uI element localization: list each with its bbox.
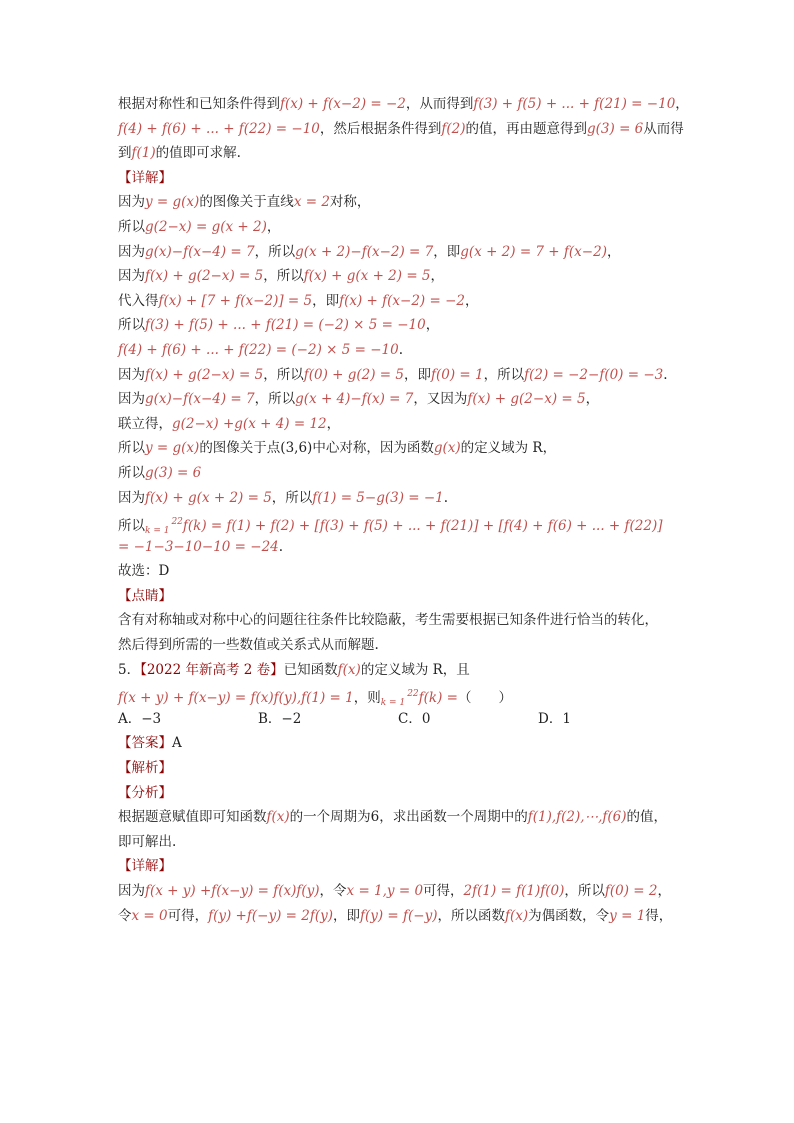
math-expression: f(2) = −2−f(0) = −3 (524, 366, 664, 383)
math-expression: f(x) + g(x + 2) = 5 (145, 489, 272, 506)
text-run: 含有对称轴或对称中心的问题往往条件比较隐蔽，考生需要根据已知条件进行恰当的转化， (118, 612, 658, 629)
text-line (118, 658, 688, 683)
math-expression: f(x) + g(2−x) = 5 (467, 391, 586, 408)
text-line (118, 190, 688, 215)
text-run: ，所以 (254, 243, 296, 260)
text-run: 所以 (118, 317, 145, 334)
text-run: ，即 (433, 243, 461, 260)
text-run: 得， (645, 907, 673, 924)
math-expression: f(x + y) + f(x−y) = f(x)f(y),f(1) = 1 (118, 690, 354, 707)
math-expression: y = g(x) (145, 194, 200, 211)
text-run: ，所以 (483, 366, 525, 383)
math-expression: f(x) + g(2−x) = 5 (145, 268, 264, 285)
section-tag: 【2022 年新高考 2 卷】 (140, 661, 284, 678)
text-run: . (398, 341, 403, 358)
math-expression: f(k) = (418, 690, 458, 707)
text-line (118, 879, 688, 904)
text-run: 代入得 (118, 292, 159, 309)
text-line (118, 559, 688, 584)
text-run: 因为 (118, 489, 145, 506)
math-expression: = −1−3−10−10 = −24 (118, 538, 279, 555)
option-item: A．−3 (118, 710, 162, 727)
text-line (118, 830, 688, 855)
text-run: ， (430, 268, 445, 285)
text-run: 因为 (118, 243, 145, 260)
text-line (118, 436, 688, 461)
math-expression: x = 1,y = 0 (346, 883, 424, 899)
math-expression: f(3) + f(5) + ... + f(21) = (−2) × 5 = −10 (145, 317, 426, 334)
math-expression: f(x) + f(x−2) = −2 (280, 96, 406, 112)
math-expression: f(0) = 2 (604, 883, 658, 899)
text-run: ，所以 (564, 883, 605, 899)
text-run: 即可解出. (118, 833, 177, 850)
math-expression: f(0) + g(2) = 5 (303, 366, 404, 383)
math-expression: g(3) = 6 (145, 464, 202, 481)
math-expression: f(x + y) +f(x−y) = f(x)f(y) (145, 883, 320, 899)
text-run: ，所以 (271, 489, 313, 506)
text-line (118, 215, 688, 240)
math-expression: f(x) + g(2−x) = 5 (145, 366, 264, 383)
text-run: 所以 (118, 518, 145, 535)
text-run: 然后得到所需的一些数值或关系式从而解题. (118, 637, 379, 654)
text-run: 令 (118, 907, 132, 924)
sum-lower-limit: k = 1 (380, 698, 406, 709)
text-run: 因为 (118, 194, 145, 211)
text-run: ， (425, 317, 440, 334)
text-run: ，则 (353, 690, 381, 707)
math-expression: f(x) (337, 661, 361, 678)
text-line (118, 805, 688, 830)
math-expression: f(3) + f(5) + ... + f(21) = −10 (473, 96, 676, 112)
text-run: 5． (118, 661, 141, 678)
math-expression: f(x) (505, 907, 529, 924)
section-tag: 【详解】 (118, 169, 172, 186)
section-tag: 【解析】 (118, 760, 172, 777)
text-line (118, 412, 688, 437)
text-run: ，即 (403, 366, 431, 383)
math-expression: f(x) (266, 809, 290, 826)
math-expression: f(k) = f(1) + f(2) + [f(3) + f(5) + ... + f(21)] + [f(4) + f(6) + ... + f(22)] (182, 518, 663, 535)
text-run: . (278, 538, 284, 555)
text-line (118, 731, 688, 756)
text-run: 的图像关于直线 (199, 194, 294, 211)
text-line (118, 387, 688, 412)
text-run: 的一个周期为6，求出函数一个周期中的 (289, 809, 528, 826)
math-expression: x = 0 (131, 907, 168, 924)
math-expression: g(x)−f(x−4) = 7 (145, 243, 255, 260)
text-line (118, 633, 688, 658)
text-run: 因为 (118, 391, 145, 408)
sum-upper-limit: 22 (407, 689, 419, 700)
text-line (118, 363, 688, 388)
text-run: ， (585, 391, 600, 408)
text-line (118, 682, 688, 707)
text-line (118, 313, 688, 338)
text-line (118, 264, 688, 289)
text-run: ，所以 (263, 268, 304, 285)
text-run: ， (606, 243, 621, 260)
math-expression: x = 2 (293, 194, 330, 211)
text-run: 联立得， (118, 415, 172, 432)
text-run: 所以 (118, 464, 145, 481)
text-run: 为偶函数，令 (528, 907, 610, 924)
text-run: 对称， (329, 194, 371, 211)
text-run: 可得， (167, 907, 209, 924)
text-line (118, 289, 688, 314)
text-line (118, 117, 688, 142)
text-line (118, 584, 688, 609)
math-expression: y = g(x) (145, 440, 200, 457)
text-run: 因为 (118, 268, 145, 285)
text-run: A (172, 735, 182, 752)
text-run: （ ） (457, 690, 512, 707)
text-run: ，然后根据条件得到 (319, 120, 442, 137)
sum-upper-limit: 22 (171, 517, 183, 528)
solution-text (118, 92, 688, 928)
text-run: ，令 (319, 883, 347, 899)
text-run: 根据题意赋值即可知函数 (118, 809, 267, 826)
text-line (118, 92, 688, 117)
text-run: ， (675, 96, 689, 112)
text-run: 的值即可求解. (155, 145, 241, 162)
text-run: 已知函数 (283, 661, 338, 678)
text-run: ，所以 (263, 366, 304, 383)
option-item: B．−2 (258, 710, 302, 727)
math-expression: g(2−x) +g(x + 4) = 12 (172, 415, 327, 432)
text-run: 到 (118, 145, 132, 162)
text-line (118, 141, 688, 166)
text-line (118, 904, 688, 929)
math-expression: f(0) = 1 (430, 366, 484, 383)
text-run: ， (464, 292, 479, 309)
math-expression: f(x) + f(x−2) = −2 (339, 292, 465, 309)
text-run: . (443, 489, 449, 506)
text-run: ，所以函数 (437, 907, 506, 924)
text-line (118, 240, 688, 265)
math-expression: f(2) (441, 120, 466, 137)
text-run: 从而得 (643, 120, 684, 137)
section-tag: 【点睛】 (118, 587, 172, 604)
text-line (118, 166, 688, 191)
section-tag: 【详解】 (118, 858, 172, 875)
math-expression: f(x) + g(x + 2) = 5 (303, 268, 431, 285)
math-expression: f(4) + f(6) + ... + f(22) = −10 (118, 120, 320, 137)
text-line (118, 338, 688, 363)
math-expression: f(1),f(2),⋯,f(6) (527, 809, 627, 826)
text-run: 所以 (118, 440, 145, 457)
answer-options (118, 707, 688, 732)
text-run: ，所以 (254, 391, 296, 408)
section-tag: 【分析】 (118, 784, 172, 801)
math-expression: f(x) + [7 + f(x−2)] = 5 (158, 292, 313, 309)
text-line (118, 510, 688, 535)
text-run: ， (266, 218, 281, 235)
text-run: 可得， (423, 883, 464, 899)
text-run: ，即 (332, 907, 360, 924)
math-expression: y = 1 (609, 907, 646, 924)
math-expression: g(x + 2) = 7 + f(x−2) (460, 243, 607, 260)
math-expression: g(x)−f(x−4) = 7 (145, 391, 255, 408)
text-run: ，又因为 (413, 391, 468, 408)
text-run: 根据对称性和已知条件得到 (118, 96, 280, 112)
math-expression: f(1) (131, 145, 156, 162)
text-run: . (663, 366, 668, 383)
math-expression: g(x + 2)−f(x−2) = 7 (295, 243, 434, 260)
math-expression: f(y) = f(−y) (359, 907, 438, 924)
math-expression: g(2−x) = g(x + 2) (145, 218, 267, 235)
text-line (118, 535, 688, 560)
text-run: 的值，再由题意得到 (465, 120, 588, 137)
text-line (118, 756, 688, 781)
text-run: 所以 (118, 218, 145, 235)
text-run: ，即 (312, 292, 340, 309)
math-expression: f(1) = 5−g(3) = −1 (312, 489, 444, 506)
math-expression: 2f(1) = f(1)f(0) (463, 883, 565, 899)
text-line (118, 781, 688, 806)
text-line (118, 486, 688, 511)
text-run: 因为 (118, 366, 145, 383)
math-expression: g(3) = 6 (587, 120, 644, 137)
text-run: 的定义域为 R， (460, 440, 557, 457)
sum-lower-limit: k = 1 (145, 526, 170, 537)
text-run: 的定义域为 R，且 (360, 661, 470, 678)
text-run: ， (326, 415, 341, 432)
text-run: 故选：D (118, 563, 170, 580)
section-tag: 【答案】 (118, 735, 172, 752)
text-run: 的图像关于点(3,6)中心对称，因为函数 (199, 440, 434, 457)
text-line (118, 854, 688, 879)
text-run: 因为 (118, 883, 145, 899)
text-run: 的值， (626, 809, 667, 826)
math-expression: g(x + 4)−f(x) = 7 (295, 391, 414, 408)
math-expression: f(4) + f(6) + ... + f(22) = (−2) × 5 = −10 (118, 341, 399, 358)
text-run: ，从而得到 (405, 96, 474, 112)
option-item: C．0 (398, 710, 431, 727)
text-line (118, 461, 688, 486)
option-item: D．1 (538, 710, 571, 727)
math-expression: g(x) (433, 440, 461, 457)
math-expression: f(y) +f(−y) = 2f(y) (208, 907, 333, 924)
text-run: ， (657, 883, 671, 899)
text-line (118, 608, 688, 633)
